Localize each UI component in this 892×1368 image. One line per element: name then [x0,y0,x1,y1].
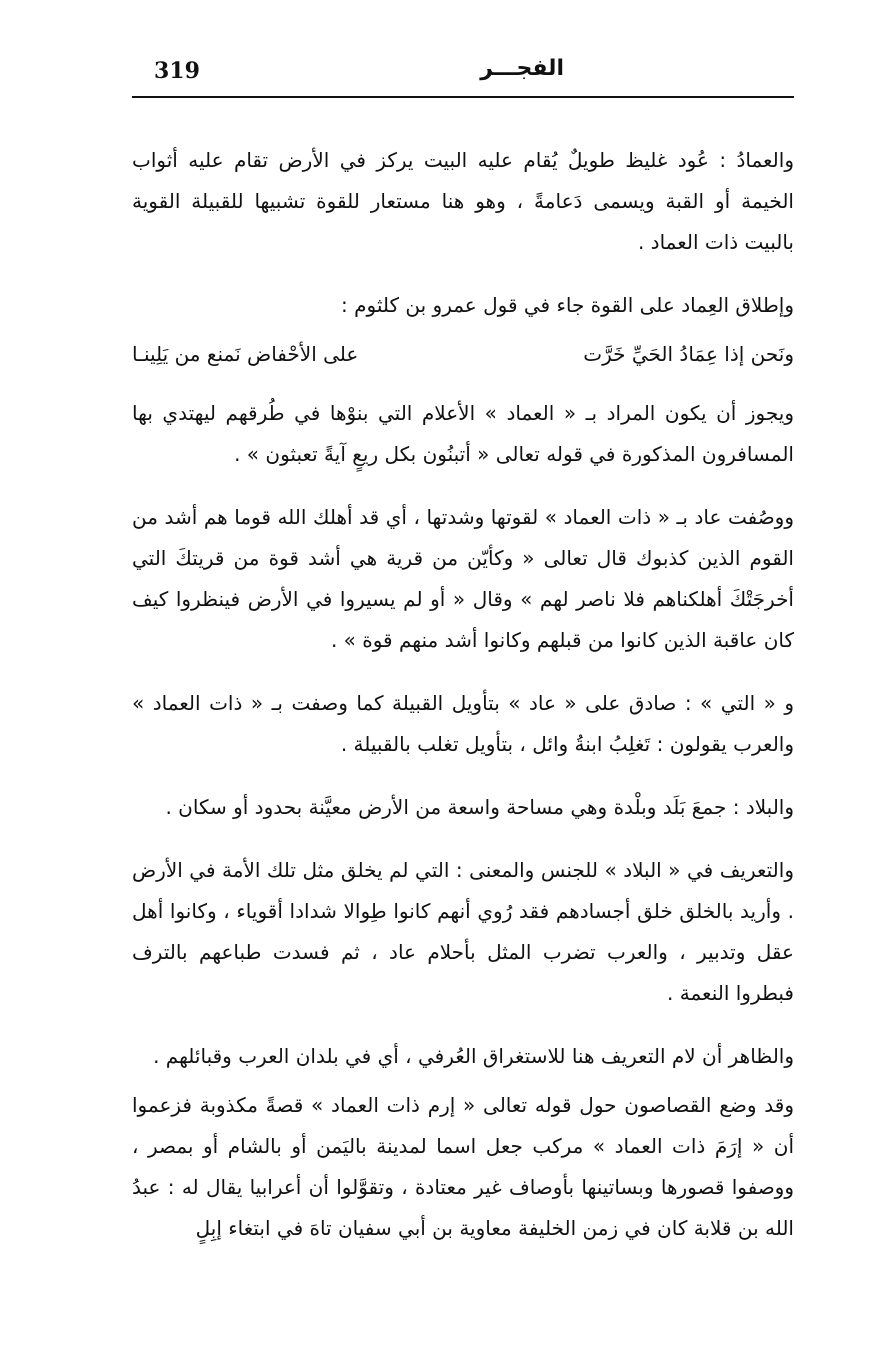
paragraph-bilad: والبلاد : جمعَ بَلَد وبلْدة وهي مساحة واسعة من الأرض معيَّنة بحدود أو سكان . [165,795,794,819]
paragraph-allati: و « التي » : صادق على « عاد » بتأويل القبيلة كما وصفت بـ « ذات العماد » والعرب يقولون : تَغلِبُ ابنةُ وائل ، بتأويل تغلب بالقبيلة . [132,691,794,756]
paragraph-customary-scope: والظاهر أن لام التعريف هنا للاستغراق العُرفي ، أي في بلدان العرب وقبائلهم . [153,1044,794,1068]
paragraph-landmarks: ويجوز أن يكون المراد بـ « العماد » الأعلام التي بنوْها في طُرقهم ليهتدي بها المسافرون المذكورة في قوله تعالى « أتبنُون بكل ريعٍ آيةً تعبثون » . [132,401,794,466]
paragraph-imad-usage: وإطلاق العِماد على القوة جاء في قول عمرو بن كلثوم : [341,293,794,317]
paragraph-imad-definition: والعمادُ : عُود غليظ طويلٌ يُقام عليه البيت يركز في الأرض تقام عليه أثواب الخيمة أو القبة ويسمى دَعامةً ، وهو هنا مستعار للقوة تشبيها للقبيلة القوية بالبيت ذات العماد . [132,148,794,254]
running-title: الفجـــر [480,56,564,81]
verse-first-hemistich: ونَحن إذا عِمَادُ الحَيِّ خَرَّت [583,342,794,366]
verse-second-hemistich: على الأحْفاض نَمنع من يَلِينـا [132,342,359,366]
paragraph-aad-strength: ووصُفت عاد بـ « ذات العماد » لقوتها وشدتها ، أي قد أهلك الله قوما هم أشد من القوم الذين كذبوك قال تعالى « وكأيّن من قرية هي أشد قوة من قريتكَ التي أخرجَتْكَ أهلكناهم فلا ناصر لهم » وقال « أو لم يسيروا في الأرض فينظروا كيف كان عاقبة الذين كانوا من قبلهم وكانوا أشد منهم قوة » . [132,505,794,652]
page-number: 319 [154,58,200,84]
paragraph-definite-article: والتعريف في « البلاد » للجنس والمعنى : التي لم يخلق مثل تلك الأمة في الأرض . وأريد بالخلق خلق أجسادهم فقد رُوي أنهم كانوا طِوالا شدادا أقوياء ، وكانوا أهل عقل وتدبير ، والعرب تضرب المثل بأحلام عاد ، ثم فسدت طباعهم بالترف فبطروا النعمة . [132,858,794,1005]
page-body [132,140,794,1271]
page-header [132,56,794,98]
poetry-verse [132,334,794,375]
paragraph-storytellers: وقد وضع القصاصون حول قوله تعالى « إرم ذات العماد » قصةً مكذوبة فزعموا أن « إرَمَ ذات العماد » مركب جعل اسما لمدينة باليَمن أو بالشام أو بمصر ، ووصفوا قصورها وبساتينها بأوصاف غير معتادة ، وتقوَّلوا أن أعرابيا يقال له : عبدُ الله بن قلابة كان في زمن الخليفة معاوية بن أبي سفيان تاهَ في ابتغاء إبِلٍ [132,1093,794,1240]
